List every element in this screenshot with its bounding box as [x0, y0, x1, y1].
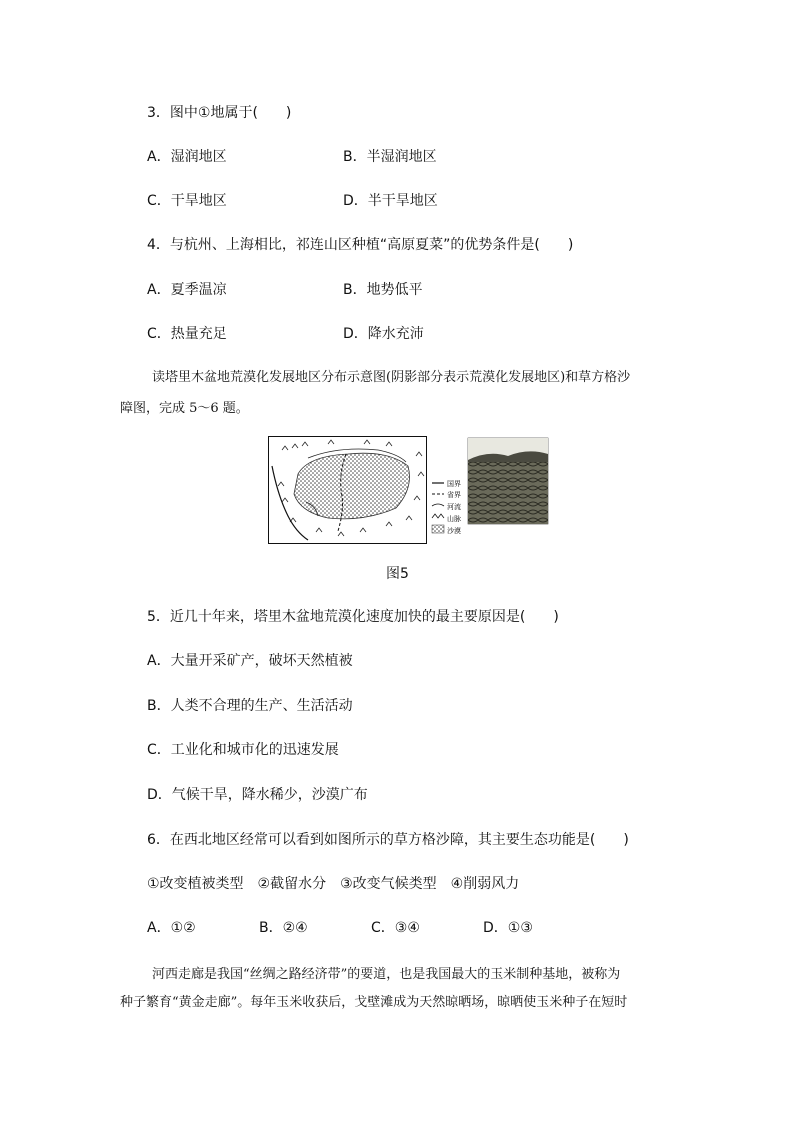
legend-mountain: 山脉	[447, 515, 461, 523]
q4-stem: 4．与杭州、上海相比，祁连山区种植“高原夏菜”的优势条件是( )	[147, 237, 574, 253]
q3-option-row-2	[147, 192, 438, 210]
q5-option-d: D．气候干旱，降水稀少，沙漠广布	[147, 787, 368, 803]
q5-option-b: B．人类不合理的生产、生活活动	[147, 698, 353, 714]
figure-caption: 图5	[386, 566, 409, 582]
legend-province-border: 省界	[447, 491, 461, 499]
q6-option-a: A．①②	[147, 920, 196, 936]
q6-stem: 6．在西北地区经常可以看到如图所示的草方格沙障，其主要生态功能是( )	[147, 832, 629, 848]
passage1-line2: 障图，完成 5～6 题。	[120, 401, 249, 416]
tarim-map-and-photo	[268, 436, 549, 544]
figure-5	[268, 436, 549, 544]
map-legend	[432, 479, 461, 535]
legend-river: 河流	[447, 503, 461, 511]
q4-option-c: C．热量充足	[147, 326, 227, 342]
q4-option-row-1	[147, 281, 423, 299]
legend-desert: 沙漠	[447, 527, 461, 535]
q3-option-a: A．湿润地区	[147, 149, 227, 165]
q6-option-b: B．②④	[259, 920, 308, 936]
q4-option-a: A．夏季温凉	[147, 282, 227, 298]
q3-option-b: B．半湿润地区	[343, 149, 437, 165]
q6-option-c: C．③④	[371, 920, 420, 936]
q4-option-row-2	[147, 325, 424, 343]
q3-option-c: C．干旱地区	[147, 193, 227, 209]
passage1-line1: 读塔里木盆地荒漠化发展地区分布示意图(阴影部分表示荒漠化发展地区)和草方格沙	[152, 370, 631, 385]
q3-option-d: D．半干旱地区	[343, 193, 438, 209]
passage2-line1: 河西走廊是我国“丝绸之路经济带”的要道，也是我国最大的玉米制种基地，被称为	[152, 967, 621, 982]
q5-stem: 5．近几十年来，塔里木盆地荒漠化速度加快的最主要原因是( )	[147, 609, 559, 625]
q4-option-d: D．降水充沛	[343, 326, 424, 342]
q4-option-b: B．地势低平	[343, 282, 423, 298]
q3-stem: 3．图中①地属于( )	[147, 105, 292, 121]
sand-barrier-photo	[468, 438, 548, 524]
q6-items: ①改变植被类型 ②截留水分 ③改变气候类型 ④削弱风力	[147, 876, 520, 892]
legend-national-border: 国界	[447, 480, 461, 488]
q5-option-a: A．大量开采矿产，破坏天然植被	[147, 653, 353, 669]
desert-area	[294, 453, 410, 519]
q3-option-row-1	[147, 148, 437, 166]
q6-option-d: D．①③	[483, 920, 533, 936]
q5-option-c: C．工业化和城市化的迅速发展	[147, 742, 339, 758]
passage2-line2: 种子繁育“黄金走廊”。每年玉米收获后，戈壁滩成为天然晾晒场，晾晒使玉米种子在短时	[120, 995, 628, 1010]
